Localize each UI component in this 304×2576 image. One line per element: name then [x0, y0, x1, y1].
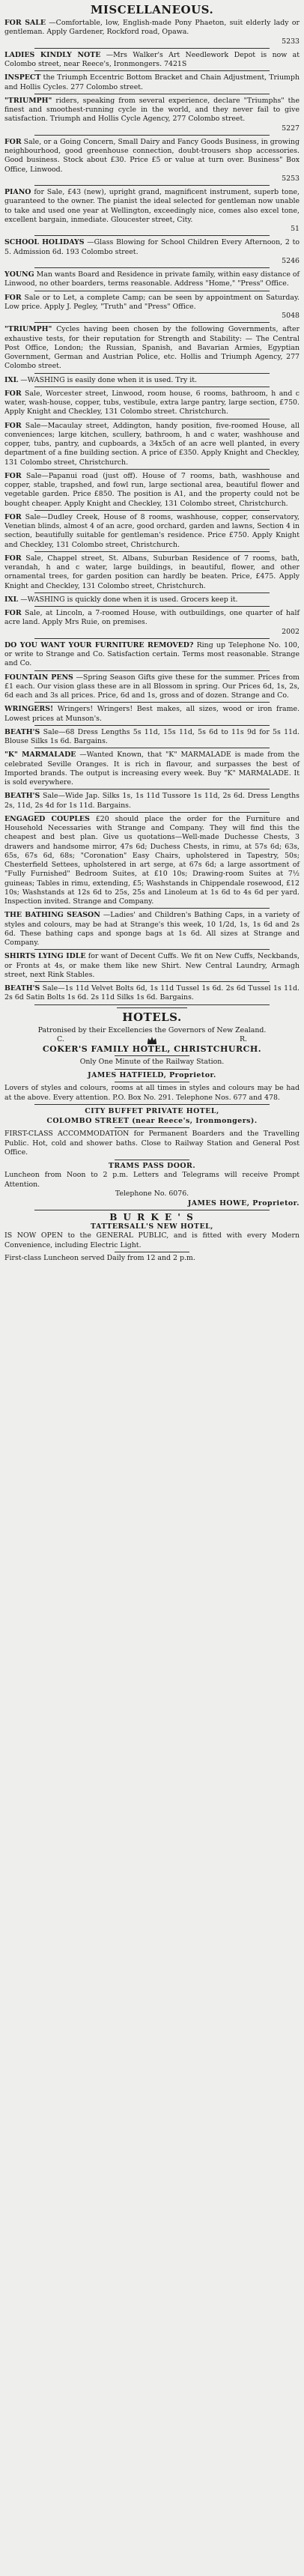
- ad-text: Sale—68 Dress Lengths 5s 11d, 15s 11d, 5s 6d to 11s 9d for 5s 11d. Blouse Silks 1s 6d. Bargains.: [4, 727, 300, 745]
- divider: [34, 789, 270, 790]
- classified-ad-shirts: [4, 952, 300, 980]
- classified-ad-furniture-removed: [4, 641, 300, 669]
- divider: [34, 235, 270, 236]
- ad-reference-code: 2002: [282, 627, 300, 636]
- crown-icon: [147, 1036, 157, 1044]
- ad-text: —Spring Season Gifts give these for the summer. Prices from £1 each. Our vision glass these are in all Blossom in spring. Our Prices 6d, 1s, 2s, 6d each and 3s all prices. Price, 6d and 1s, gross and of dozen. Strange and Co.: [4, 673, 300, 700]
- classified-ad-sale-concert: [4, 138, 300, 184]
- hotels-title: HOTELS.: [122, 1010, 182, 1024]
- classified-ad-ladies-kindly-note: [4, 51, 300, 70]
- trams-name: TRAMS PASS DOOR.: [108, 1161, 196, 1170]
- ad-text: Sale, Worcester street, Linwood, room house, 6 rooms, bathroom, h and c water, wash-house, copper, tubs, vestibule, extra large pantry, large section, £750. Apply Knight and Checkley, 131 Colombo street. Christchurch.: [4, 389, 300, 416]
- ad-heading: ENGAGED COUPLES: [4, 814, 90, 823]
- classified-ad-ixl-washing-2: [4, 595, 300, 604]
- cokers-tagline: Only One Minute of the Railway Station.: [79, 1058, 225, 1066]
- trams-proprietor: JAMES HOWE, Proprietor.: [187, 1198, 300, 1207]
- classified-ad-sale-camp: [4, 294, 300, 321]
- ad-heading: "TRIUMPH": [4, 96, 52, 105]
- ad-heading: FOR: [4, 609, 22, 617]
- ad-heading: SHIRTS LYING IDLE: [4, 952, 86, 961]
- divider: [34, 606, 270, 607]
- ad-heading: BEATH'S: [4, 984, 40, 992]
- divider: [34, 373, 270, 374]
- burkes-name: B U R K E ' S: [109, 1212, 195, 1222]
- divider: [34, 638, 270, 639]
- classified-ad-bathing-season: [4, 911, 300, 948]
- ad-heading: FOR: [4, 421, 22, 430]
- ad-heading: DO YOU WANT YOUR FURNITURE REMOVED?: [4, 640, 194, 649]
- ad-reference-code: 5048: [282, 312, 300, 320]
- ads-list: [4, 19, 300, 1005]
- trams-telephone: Telephone No. 6076.: [115, 1189, 189, 1198]
- divider: [34, 908, 270, 909]
- ad-heading: IXL: [4, 375, 19, 384]
- ad-heading: FOR: [4, 471, 22, 480]
- ad-heading: PIANO: [4, 188, 31, 196]
- crown-right-letter: R.: [239, 1035, 247, 1043]
- ad-text: Wringers! Wringers! Best makes, all sizes, wood or iron frame. Lowest prices at Munson's.: [4, 705, 300, 723]
- classified-ad-young-man: [4, 270, 300, 289]
- ad-text: —Glass Blowing for School Children Every Afternoon, 2 to 5. Admission 6d. 193 Colombo street.: [4, 238, 300, 256]
- ad-text: —WASHING is easily done when it is used. Try it.: [20, 375, 198, 384]
- ad-heading: THE BATHING SEASON: [4, 911, 100, 920]
- ad-text: —Wanted Known, that "K" MARMALADE is made from the celebrated Seville Oranges. It is rich in flavour, and surpasses the best of Imported brands. The output is increasing every week. Buy "K" MARMALADE. It is sold everywhere.: [4, 751, 300, 787]
- cokers-proprietor: JAMES HATFIELD, Proprietor.: [88, 1070, 216, 1079]
- classified-ad-k-marmalade: [4, 751, 300, 787]
- ad-heading: FOR: [4, 512, 22, 521]
- classified-ad-sale-papanui: [4, 472, 300, 509]
- classified-ad-sale-lincoln: [4, 609, 300, 637]
- ad-text: riders, speaking from several experience, declare "Triumphs" the finest and smoothest-running cycle in the world, and they never fail to give satisfaction. Triumph and Hollis Cycle Agency, 277 Colombo street.: [4, 96, 300, 124]
- divider: [34, 322, 270, 323]
- divider: [34, 670, 270, 671]
- ad-reference-code: 5233: [282, 37, 300, 46]
- ad-heading: FOUNTAIN PENS: [4, 673, 73, 682]
- divider: [4, 1069, 300, 1070]
- ad-heading: FOR: [4, 293, 22, 302]
- section-title: MISCELLANEOUS.: [90, 3, 214, 16]
- classified-ad-sale-pony: [4, 19, 300, 46]
- divider: [34, 981, 270, 982]
- ad-text: Cycles having been chosen by the following Governments, after exhaustive tests, for their reputation for Strength and Stability: — The Central Post Office, London; the Russian, Spanish, and Bavarian Armies, Egyptian Government, German and Austrian Police, etc. Hollis and Triumph Agency, 277 Colombo street.: [4, 325, 300, 371]
- ad-heading: BEATH'S: [4, 792, 40, 801]
- first-class-text: FIRST-CLASS ACCOMMODATION for Permanent Boarders and the Travelling Public. Hot, cold and shower baths. Close to Railway Station and General Post Office.: [4, 1130, 300, 1157]
- ad-text: for want of Decent Cuffs. We fit on New Cuffs, Neckbands, or Fronts at 4s, or make them like new Shirt. New Central Laundry, Armagh street, next Rink Stables.: [4, 952, 300, 979]
- ad-text: for Sale, £43 (new), upright grand, magnificent instrument, superb tone, guaranteed to the owner. The pianist the ideal selected for gentleman now unable to take and used one year at Wellington, exceedingly nice, comes also excel tone, excellent bargain, inmediate.: [4, 188, 300, 224]
- city-buffet-ad: [4, 1107, 300, 1208]
- divider: [4, 1055, 300, 1056]
- ad-heading: "TRIUMPH": [4, 325, 52, 334]
- burkes-lunch: First-class Luncheon served Daily from 12 and 2 p.m.: [4, 1254, 195, 1262]
- ad-text: Sale—Macaulay street, Addington, handy position, five-roomed House, all conveniences; large kitchen, scullery, bathroom, h and c water, washhouse and copper, tubs, pantry, and cupboards, a 34x5ch of an acre well planted, in every department of a fine building section. A price of £350. Apply Knight and Checkley, 131 Colombo street, Christchurch.: [4, 421, 300, 467]
- ad-heading: "K" MARMALADE: [4, 751, 76, 760]
- ad-heading: WRINGERS!: [4, 705, 54, 714]
- classified-ad-school-holidays: [4, 238, 300, 266]
- classified-ad-beath-velvet: [4, 984, 300, 1003]
- divider: [117, 1007, 187, 1008]
- classified-ad-engaged-couples: [4, 815, 300, 907]
- ad-text: £20 should place the order for the Furniture and Household Necessaries with Strange and Company. They will find this the cheapest and best plan. Give us quotations—Well-made Duchesse Chests, 3 drawers and handsome mirror, 47s 6d; Duchess Chests, in rimu, at 57s 6d; 63s, 65s, 67s 6d, 68s; "Coronation" Easy Chairs, upholstered in Tapestry, 50s; Chesterfield Settees, upholstered in art serge, at 67s 6d; a large assortment of "Fully Furnished" Bedroom Suites, at £10 10s; Drawing-room Suites at 7½ guineas; Tables in rimu, extending, £5; Washstands in Chippendale rosewood, £12 10s; Washstands at 12s 6d to 25s, 25s and Linoleum at 1s 6d to 4s 6d per yard. Inspection invited. Strange and Company.: [4, 814, 300, 906]
- divider: [34, 48, 270, 49]
- ad-heading: FOR: [4, 137, 22, 146]
- classified-ad-triumph-riders: [4, 97, 300, 133]
- ad-text: Sale or to Let, a complete Camp; can be seen by appointment on Saturday. Low price. Apply J. Pegley, "Truth" and "Press" Office.: [4, 293, 300, 311]
- divider: [34, 702, 270, 703]
- divider: [34, 185, 270, 186]
- ad-text: —Comfortable, low, English-made Pony Phaeton, suit elderly lady or gentleman. Apply Gardener, Rockford road, Opawa.: [4, 19, 300, 37]
- classified-ad-triumph-cycles: [4, 325, 300, 371]
- ad-text: Sale—Wide Jap. Silks 1s, 1s 11d Tussore 1s 11d, 2s 6d. Dress Lengths 2s, 11d, 2s 4d for 1s 11d. Bargains.: [4, 792, 300, 810]
- classified-ad-beath-silks: [4, 792, 300, 810]
- divider: [34, 725, 270, 726]
- divider: [34, 1004, 270, 1005]
- divider: [34, 510, 270, 511]
- divider: [34, 267, 270, 268]
- ad-text: —WASHING is quickly done when it is used. Grocers keep it.: [20, 595, 238, 604]
- ad-reference-code: 5246: [282, 256, 300, 265]
- classified-ad-piano: [4, 188, 300, 234]
- ad-text: —Mrs Walker's Art Needlework Depot is now at Colombo street, near Reece's, Ironmongers. 7421S: [4, 50, 300, 68]
- cokers-patron: Patronised by their Excellencies the Governors of New Zealand.: [37, 1025, 267, 1034]
- divider: [4, 1127, 300, 1128]
- ad-text: Sale—Papanui road (just off). House of 7 rooms, bath, washhouse and copper, stable, trapshed, and fowl run, large sectional area, beautiful flower and vegetable garden. Price £850. The position is A1, and the property could not be bought cheaper. Apply Knight and Checkley, 131 Colombo street, Christchurch.: [4, 471, 300, 508]
- ad-reference-code: 5227: [282, 124, 300, 133]
- ad-heading: LADIES KINDLY NOTE: [4, 50, 101, 59]
- divider: [34, 812, 270, 813]
- classified-ad-beath-frocks: [4, 728, 300, 747]
- ad-reference-code: 5253: [282, 174, 300, 183]
- ad-heading: FOR: [4, 389, 22, 398]
- cokers-name: COKER'S FAMILY HOTEL, CHRISTCHURCH.: [42, 1043, 262, 1054]
- ad-heading: FOR: [4, 554, 22, 563]
- city-buffet-name: CITY BUFFET PRIVATE HOTEL,: [85, 1107, 219, 1115]
- ad-heading: INSPECT: [4, 73, 41, 82]
- divider: [34, 1104, 270, 1105]
- ad-text: Sale, at Lincoln, a 7-roomed House, with outbuildings, one quarter of half acre land. Apply Mrs Ruie, on premises.: [4, 609, 300, 627]
- classified-ad-wringers: [4, 705, 300, 724]
- ad-heading: YOUNG: [4, 270, 34, 279]
- ad-text: Sale, Chappel street, St. Albans, Suburban Residence of 7 rooms, bath, verandah, h and c water, large buildings, in beautiful, flower, and other ornamental trees, for garden position can hardly be beaten. Price, £475. Apply Knight and Checkley, 131 Colombo street, Christchurch.: [4, 554, 300, 590]
- city-buffet-address: COLOMBO STREET (near Reece's, Ironmongers).: [46, 1116, 258, 1125]
- burkes-text: IS NOW OPEN to the GENERAL PUBLIC, and is fitted with every Modern Convenience, including Electric Light.: [4, 1231, 300, 1249]
- ad-text: the Triumph Eccentric Bottom Bracket and Chain Adjustment, Triumph and Hollis Cycles. 277 Colombo street.: [4, 73, 300, 91]
- ad-heading: BEATH'S: [4, 727, 40, 736]
- divider: [34, 469, 270, 470]
- ad-text: Sale—Dudley Creek, House of 8 rooms, washhouse, copper, conservatory, Venetian blinds, almost 4 of an acre, good orchard, garden and lawns, Section 4 in section, beautifully suitable for gentleman's residence. Price £750. Apply Knight and Checkley, 131 Colombo street, Christchurch.: [4, 512, 300, 549]
- crown-row: [4, 1035, 300, 1045]
- ad-text: Sale, or a Going Concern, Small Dairy and Fancy Goods Business, in growing neighbourhood, good greenhouse connection, doubt-trousers shop accessories. Good business. Stock about £30. Price £5 or value at turn over.: [4, 137, 300, 165]
- classified-ad-sale-dudley: [4, 513, 300, 550]
- ad-text: Ring up Telephone No. 100, or write to Strange and Co. Satisfaction certain. Terms most reasonable. Strange and Co.: [4, 640, 300, 668]
- ad-reference-code: 51: [291, 225, 300, 233]
- ad-heading: IXL: [4, 595, 19, 604]
- divider: [34, 135, 270, 136]
- ad-note: Business" Box Office, Linwood.: [4, 156, 300, 174]
- ad-heading: FOR SALE: [4, 19, 46, 27]
- ad-text: Sale—1s 11d Velvet Bolts 6d, 1s 11d Tussel 1s 6d. 2s 6d Tussel 1s 11d. 2s 6d Satin Bolts 1s 6d. 2s 11d Silks 1s 6d. Bargains.: [4, 984, 300, 1002]
- burkes-hotel-ad: [4, 1213, 300, 1264]
- classified-ad-ixl-washing-1: [4, 376, 300, 385]
- trams-text: Luncheon from Noon to 2 p.m. Letters and Telegrams will receive Prompt Attention.: [4, 1171, 300, 1189]
- ad-heading: SCHOOL HOLIDAYS: [4, 238, 85, 247]
- ad-extra: Gloucester street, City.: [110, 215, 193, 224]
- crown-left-letter: C.: [57, 1035, 64, 1043]
- classified-ad-sale-chappel: [4, 554, 300, 591]
- divider: [34, 949, 270, 950]
- classified-ad-fountain-pens: [4, 673, 300, 701]
- cokers-text: Lovers of styles and colours, rooms at all times in styles and colours may be had at the above. Every attention. P.O. Box No. 291. Telephone Nos. 677 and 478.: [4, 1084, 300, 1102]
- burkes-subname: TATTERSALL'S NEW HOTEL,: [91, 1222, 213, 1231]
- classified-ad-sale-worcester: [4, 390, 300, 417]
- ad-text: Man wants Board and Residence in private family, within easy distance of Linwood, no other boarders, terms reasonable. Address "Home," "Press" Office.: [4, 270, 300, 288]
- ad-text: —Ladies' and Children's Bathing Caps, in a variety of styles and colours, may be had at Strange's this week, 10 1/2d, 1s, 1s 6d and 2s 6d. These bathing caps and sponge bags at 1s 6d. All sizes at Strange and Company.: [4, 911, 300, 947]
- classified-ad-sale-macaulay: [4, 422, 300, 467]
- cokers-hotel-ad: [4, 1026, 300, 1103]
- divider: [34, 70, 270, 71]
- divider: [34, 551, 270, 552]
- classified-ad-inspect-triumph: [4, 73, 300, 92]
